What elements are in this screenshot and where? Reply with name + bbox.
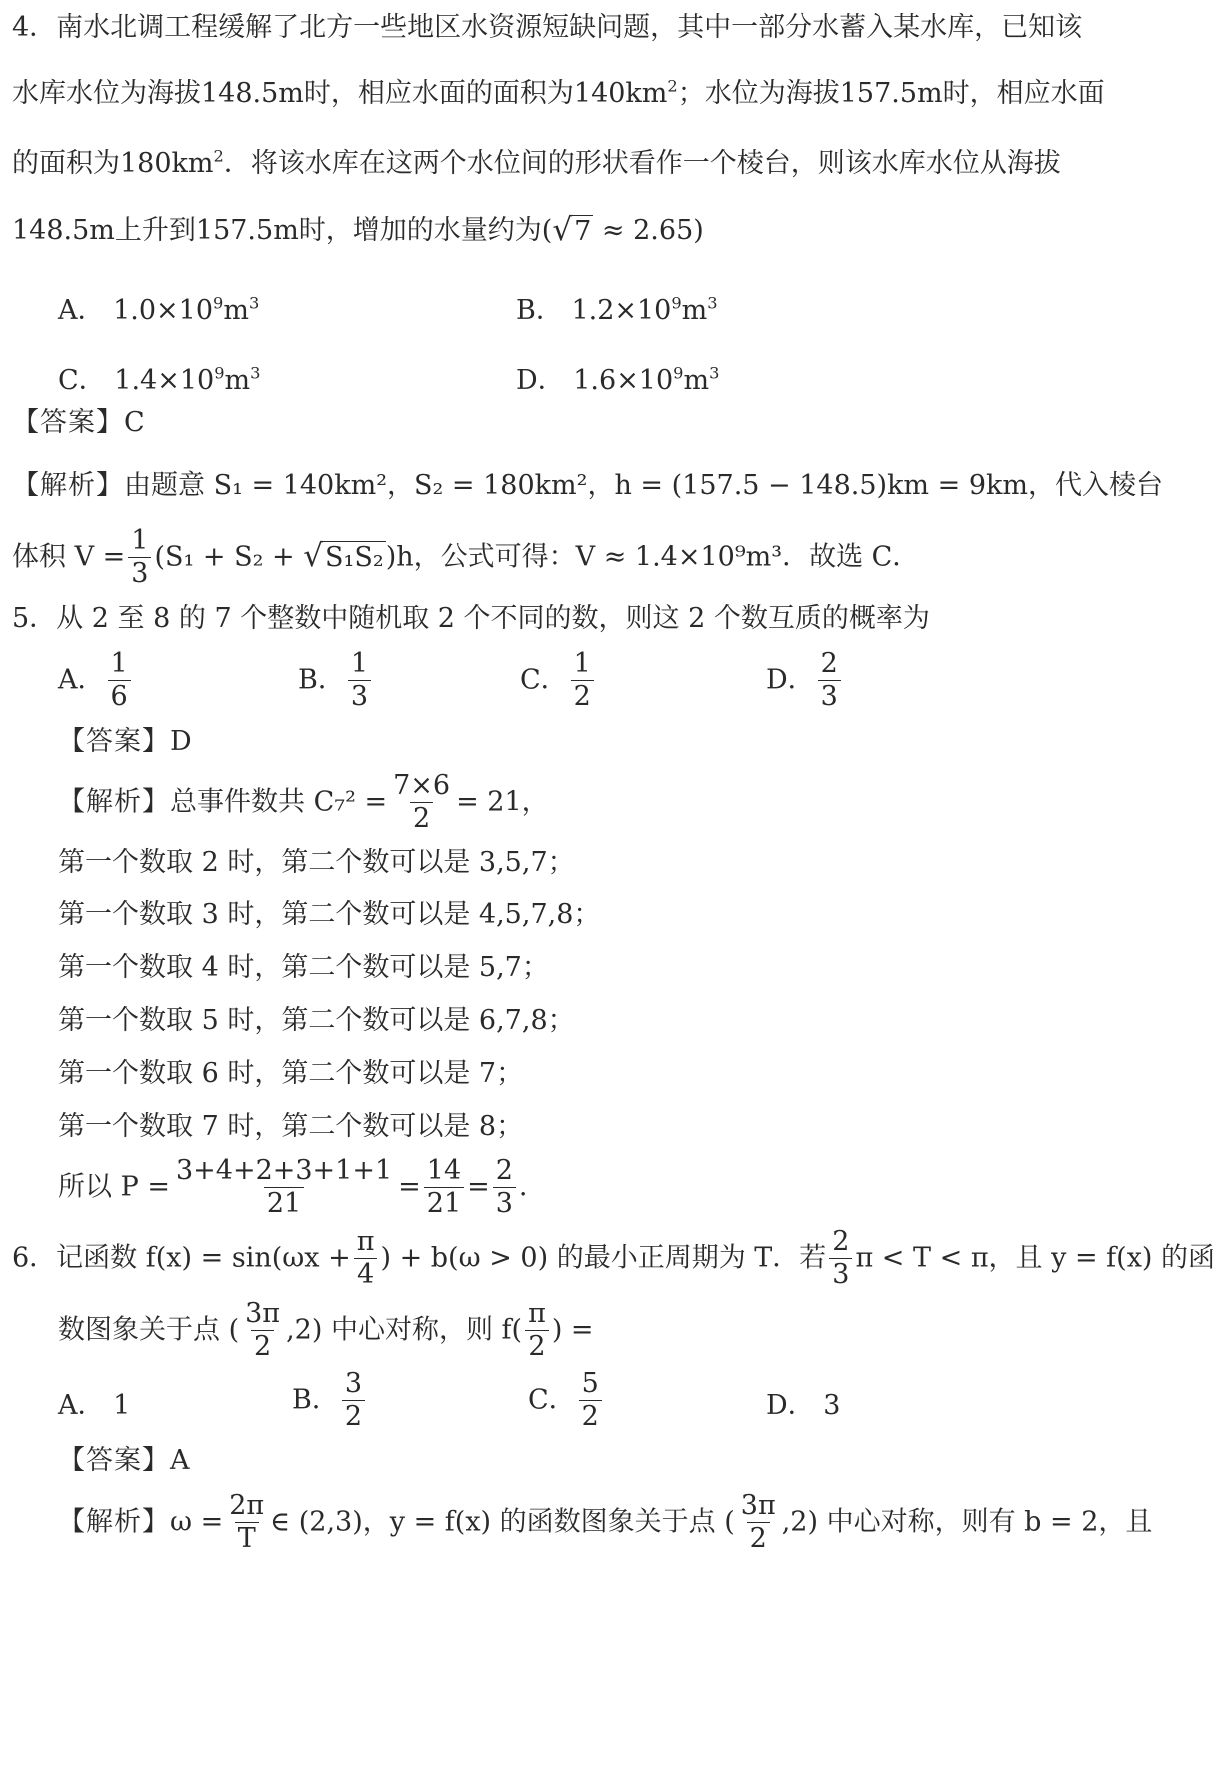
q4-stem-line3: 的面积为$180km^2$．将该水库在这两个水位间的形状看作一个棱台，则该水库水位从海拔 bbox=[12, 146, 1061, 179]
answer-tag: 【答案】 bbox=[58, 726, 170, 757]
q5-option-c[interactable]: C． $\frac{1}{2}$ bbox=[520, 650, 597, 712]
analysis-tag: 【解析】 bbox=[58, 786, 170, 818]
q4-line3-text-a: 的面积为180km bbox=[12, 148, 214, 179]
q5-step-4: 第一个数取 5 时，第二个数可以是 6,7,8； bbox=[58, 1005, 575, 1036]
q5-option-b[interactable]: B． $\frac{1}{3}$ bbox=[298, 650, 374, 712]
q4-option-c[interactable]: C． $1.4\times 10^9m^3$ bbox=[58, 363, 261, 396]
q6-stem-line1: 6．记函数 f(x) = sin(ωx + $\frac{\pi}{4}$ ) + b(ω > 0) 的最小正周期为 T．若 $\frac{2}{3}$ π < T < π，且 y = f(x) 的函 bbox=[12, 1226, 1215, 1291]
q4-line2-text-b: ；水位为海拔157.5m时，相应水面 bbox=[677, 78, 1105, 109]
q5-analysis-line1: 【解析】总事件数共 C₇² = $\frac{7\times 6}{2}$ = 21， bbox=[58, 770, 549, 835]
q6-option-b[interactable]: B． $\frac{3}{2}$ bbox=[292, 1370, 368, 1432]
q6-stem-line2: 数图象关于点 ( $\frac{3\pi}{2}$ ,2) 中心对称，则 f( $\frac{\pi}{2}$ ) = bbox=[58, 1298, 594, 1363]
answer-value: D bbox=[170, 726, 192, 757]
q4-stem-line2: 水库水位为海拔148.5m时，相应水面的面积为$140km^2$；水位为海拔157.5m时，相应水面 bbox=[12, 76, 1105, 109]
q5-stem: 5．从 2 至 8 的 7 个整数中随机取 2 个不同的数，则这 2 个数互质的概率为 bbox=[12, 603, 930, 634]
q5-step-1: 第一个数取 2 时，第二个数可以是 3,5,7； bbox=[58, 847, 575, 878]
q5-option-d[interactable]: D． $\frac{2}{3}$ bbox=[766, 650, 844, 712]
q5-option-a[interactable]: A． $\frac{1}{6}$ bbox=[58, 650, 134, 712]
q4-option-d[interactable]: D． $1.6\times 10^9m^3$ bbox=[516, 363, 720, 396]
q4-stem-line1: 4．南水北调工程缓解了北方一些地区水资源短缺问题，其中一部分水蓄入某水库，已知该 bbox=[12, 12, 1083, 43]
analysis-tag: 【解析】 bbox=[58, 1506, 170, 1538]
q6-analysis-line1: 【解析】ω = $\frac{2\pi}{T}$ ∈ (2,3)，y = f(x) 的函数图象关于点 ( $\frac{3\pi}{2}$ ,2) 中心对称，则有 b = 2，且 bbox=[58, 1490, 1153, 1555]
q6-answer bbox=[58, 1445, 190, 1477]
q4-line4-text-a: 148.5m上升到157.5m时，增加的水量约为( bbox=[12, 215, 553, 247]
q5-final: 所以 P = $\frac{3+4+2+3+1+1}{21}$ = $\frac{14}{21}$ = $\frac{2}{3}$ ． bbox=[58, 1155, 546, 1220]
answer-value: A bbox=[170, 1445, 190, 1476]
q5-step-2: 第一个数取 3 时，第二个数可以是 4,5,7,8； bbox=[58, 899, 601, 930]
q4-analysis-line1: 【解析】由题意 S₁ = 140km²，S₂ = 180km²，h = (157.5 − 148.5)km = 9km，代入棱台 bbox=[12, 470, 1163, 501]
q5-step-6: 第一个数取 7 时，第二个数可以是 8； bbox=[58, 1111, 524, 1142]
q5-step-3: 第一个数取 4 时，第二个数可以是 5,7； bbox=[58, 952, 549, 983]
sqrt-symbol: √ S₁S₂ bbox=[303, 538, 384, 575]
q6-option-d[interactable]: D． 3 bbox=[766, 1390, 841, 1421]
sqrt-symbol: √ 7 bbox=[552, 212, 592, 248]
q4-line2-text-a: 水库水位为海拔148.5m时，相应水面的面积为140km bbox=[12, 78, 668, 109]
answer-value: C bbox=[124, 407, 145, 438]
q5-answer bbox=[58, 726, 192, 758]
q6-option-c[interactable]: C． $\frac{5}{2}$ bbox=[528, 1370, 605, 1432]
q6-option-a[interactable]: A． 1 bbox=[58, 1390, 131, 1421]
fraction-one-third: $\frac{1}{3}$ bbox=[128, 527, 151, 589]
q4-stem-line4 bbox=[12, 212, 704, 248]
q5-step-5: 第一个数取 6 时，第二个数可以是 7； bbox=[58, 1058, 524, 1089]
analysis-tag: 【解析】 bbox=[12, 470, 124, 501]
q4-answer bbox=[12, 407, 145, 439]
q4-line3-text-b: ．将该水库在这两个水位间的形状看作一个棱台，则该水库水位从海拔 bbox=[223, 148, 1061, 179]
answer-tag: 【答案】 bbox=[12, 407, 124, 438]
q4-option-a[interactable]: A． $1.0\times 10^9m^3$ bbox=[58, 293, 260, 326]
q4-option-b[interactable]: B． $1.2\times 10^9m^3$ bbox=[516, 293, 718, 326]
q4-analysis-line2: 体积 V = $\frac{1}{3}$ (S₁ + S₂ + √ S₁S₂ )h，公式可得：V ≈ 1.4×10⁹m³．故选 C． bbox=[12, 525, 920, 590]
answer-tag: 【答案】 bbox=[58, 1445, 170, 1476]
q4-line4-text-b: ≈ 2.65) bbox=[601, 215, 704, 247]
